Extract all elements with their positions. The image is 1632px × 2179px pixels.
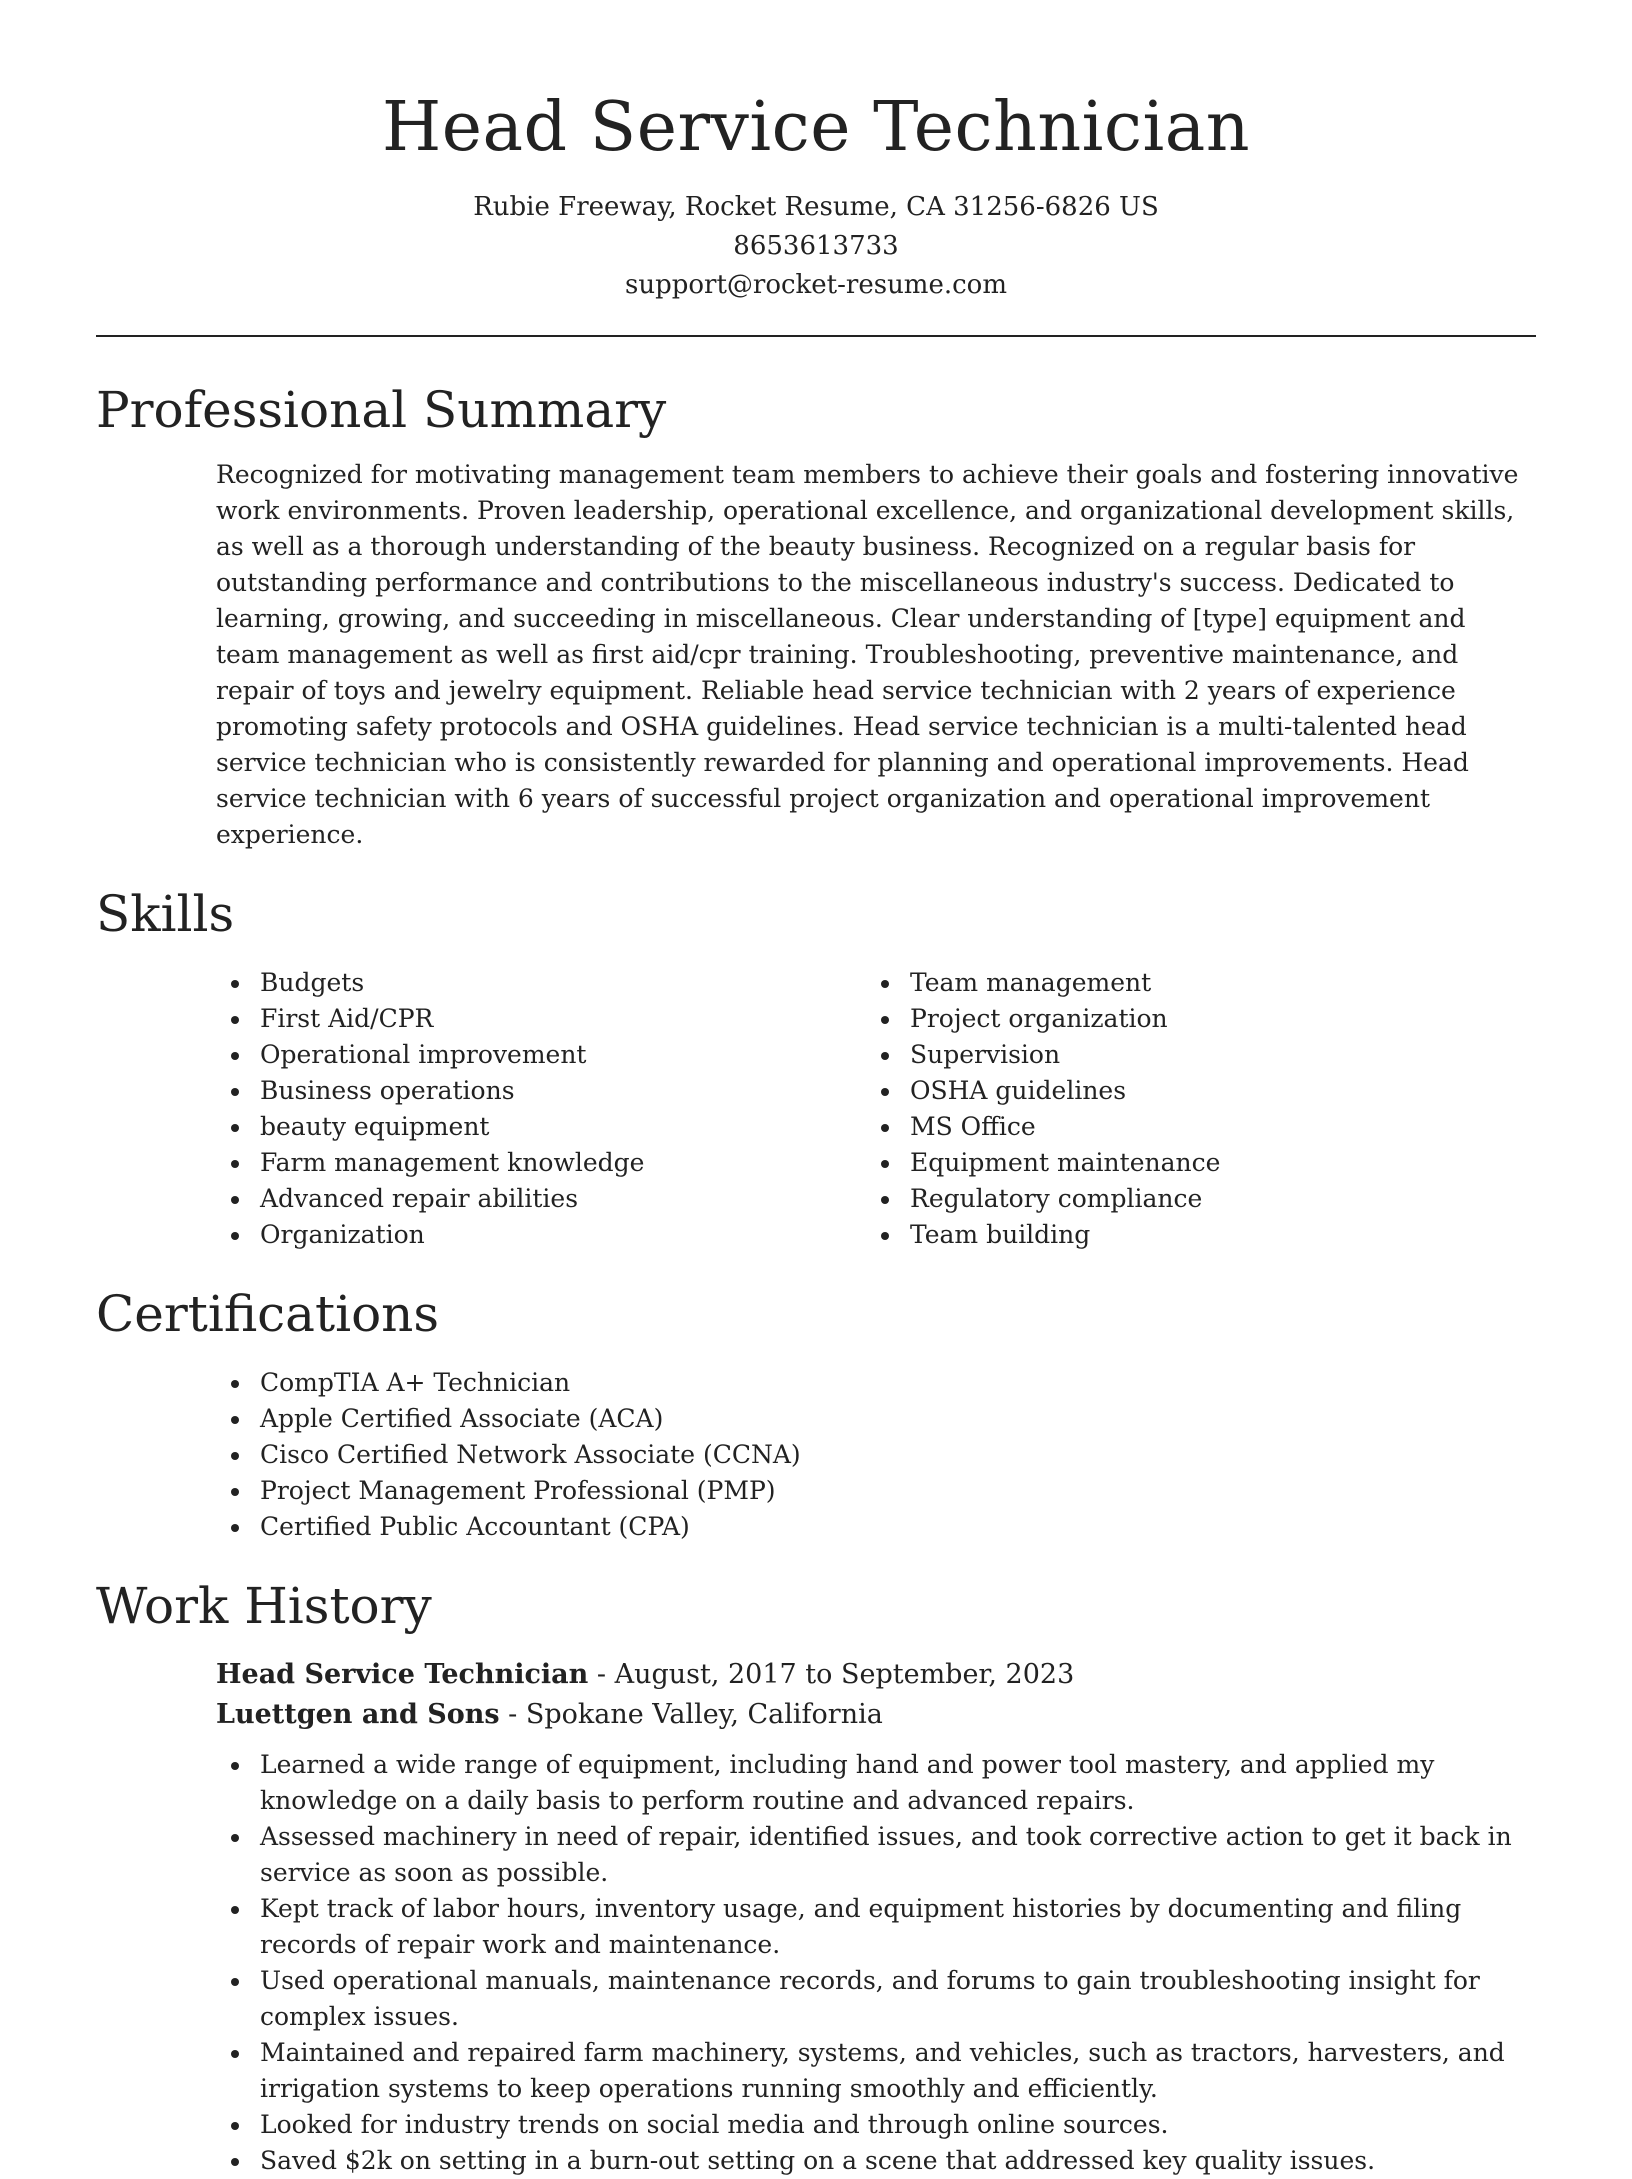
bullet-icon [231,2158,239,2166]
section-title-work-history: Work History [96,1577,432,1635]
certification-item: CompTIA A+ Technician [216,1365,1536,1401]
bullet-icon [881,1232,889,1240]
bullet-icon [231,2050,239,2058]
skill-item: Project organization [866,1001,1516,1037]
bullet-icon [231,1416,239,1424]
bullet-icon [881,1016,889,1024]
skill-item: Farm management knowledge [216,1145,866,1181]
job-bullet: Kept track of labor hours, inventory usage, and equipment histories by documenting and filing records of repair work and maintenance. [216,1891,1536,1963]
skill-item: Organization [216,1217,866,1253]
skill-item: Regulatory compliance [866,1181,1516,1217]
job-company-line [216,1695,1536,1735]
resume-header [96,0,1536,305]
contact-phone: 8653613733 [733,231,899,261]
contact-email: support@rocket-resume.com [624,270,1007,300]
certification-item: Cisco Certified Network Associate (CCNA) [216,1437,1536,1473]
certifications-section [96,1281,1536,1545]
contact-block [96,188,1536,305]
bullet-icon [231,1124,239,1132]
job-bullet: Saved $2k on setting in a burn-out setting on a scene that addressed key quality issues. [216,2143,1536,2179]
job-bullet: Assessed machinery in need of repair, identified issues, and took corrective action to get it back in service as soon as possible. [216,1819,1536,1891]
bullet-icon [231,1232,239,1240]
bullet-icon [231,1762,239,1770]
bullet-icon [231,1196,239,1204]
bullet-icon [231,1906,239,1914]
bullet-icon [881,980,889,988]
summary-text: Recognized for motivating management team members to achieve their goals and fostering innovative work environments. Proven leadership, operational excellence, and organizational development skills, as well as a thorough understanding of the beauty business. Recognized on a regular basis for outstanding performance and contributions to the miscellaneous industry's success. Dedicated to learning, growing, and succeeding in miscellaneous. Clear understanding of [type] equipment and team management as well as first aid/cpr training. Troubleshooting, preventive maintenance, and repair of toys and jewelry equipment. Reliable head service technician with 2 years of experience promoting safety protocols and OSHA guidelines. Head service technician is a multi-talented head service technician who is consistently rewarded for planning and operational improvements. Head service technician with 6 years of successful project organization and operational improvement experience. [216,460,1519,849]
section-title-skills: Skills [96,885,235,943]
skill-item: Equipment maintenance [866,1145,1516,1181]
skills-list-left [216,965,866,1253]
job-entry [216,1655,1536,2179]
skills-section [96,881,1536,1253]
certifications-list [216,1365,1536,1545]
certification-item: Apple Certified Associate (ACA) [216,1401,1536,1437]
skills-list-right [866,965,1516,1253]
bullet-icon [231,1834,239,1842]
skill-item: Team building [866,1217,1516,1253]
job-title: Head Service Technician [216,1659,589,1690]
skill-item: OSHA guidelines [866,1073,1516,1109]
job-bullet-list [216,1747,1536,2179]
job-bullet: Looked for industry trends on social media and through online sources. [216,2107,1536,2143]
bullet-icon [881,1088,889,1096]
certification-item: Certified Public Accountant (CPA) [216,1509,1536,1545]
bullet-icon [881,1052,889,1060]
bullet-icon [231,1016,239,1024]
work-history-section [96,1573,1536,2179]
section-title-summary: Professional Summary [96,381,667,439]
skill-item: Advanced repair abilities [216,1181,866,1217]
bullet-icon [231,1380,239,1388]
bullet-icon [231,1978,239,1986]
skill-item: Team management [866,965,1516,1001]
section-title-certifications: Certifications [96,1285,440,1343]
resume-page [96,0,1536,2179]
skill-item: First Aid/CPR [216,1001,866,1037]
skill-item: MS Office [866,1109,1516,1145]
header-divider [96,335,1536,337]
bullet-icon [231,1488,239,1496]
bullet-icon [881,1196,889,1204]
resume-name: Head Service Technician [381,88,1251,167]
job-dates: - August, 2017 to September, 2023 [588,1659,1075,1690]
skill-item: Supervision [866,1037,1516,1073]
job-title-line [216,1655,1536,1695]
skill-item: Budgets [216,965,866,1001]
bullet-icon [881,1160,889,1168]
skill-item: Business operations [216,1073,866,1109]
certification-item: Project Management Professional (PMP) [216,1473,1536,1509]
skills-grid [216,965,1536,1253]
bullet-icon [881,1124,889,1132]
bullet-icon [231,980,239,988]
job-company: Luettgen and Sons [216,1699,500,1730]
job-bullet: Learned a wide range of equipment, including hand and power tool mastery, and applied my knowledge on a daily basis to perform routine and advanced repairs. [216,1747,1536,1819]
job-location: - Spokane Valley, California [499,1699,883,1730]
summary-section [96,377,1536,853]
bullet-icon [231,1160,239,1168]
skill-item: beauty equipment [216,1109,866,1145]
job-bullet: Used operational manuals, maintenance records, and forums to gain troubleshooting insight for complex issues. [216,1963,1536,2035]
bullet-icon [231,1452,239,1460]
bullet-icon [231,1088,239,1096]
job-bullet: Maintained and repaired farm machinery, systems, and vehicles, such as tractors, harvesters, and irrigation systems to keep operations running smoothly and efficiently. [216,2035,1536,2107]
bullet-icon [231,1052,239,1060]
bullet-icon [231,2122,239,2130]
bullet-icon [231,1524,239,1532]
skill-item: Operational improvement [216,1037,866,1073]
contact-address: Rubie Freeway, Rocket Resume, CA 31256-6826 US [473,192,1159,222]
